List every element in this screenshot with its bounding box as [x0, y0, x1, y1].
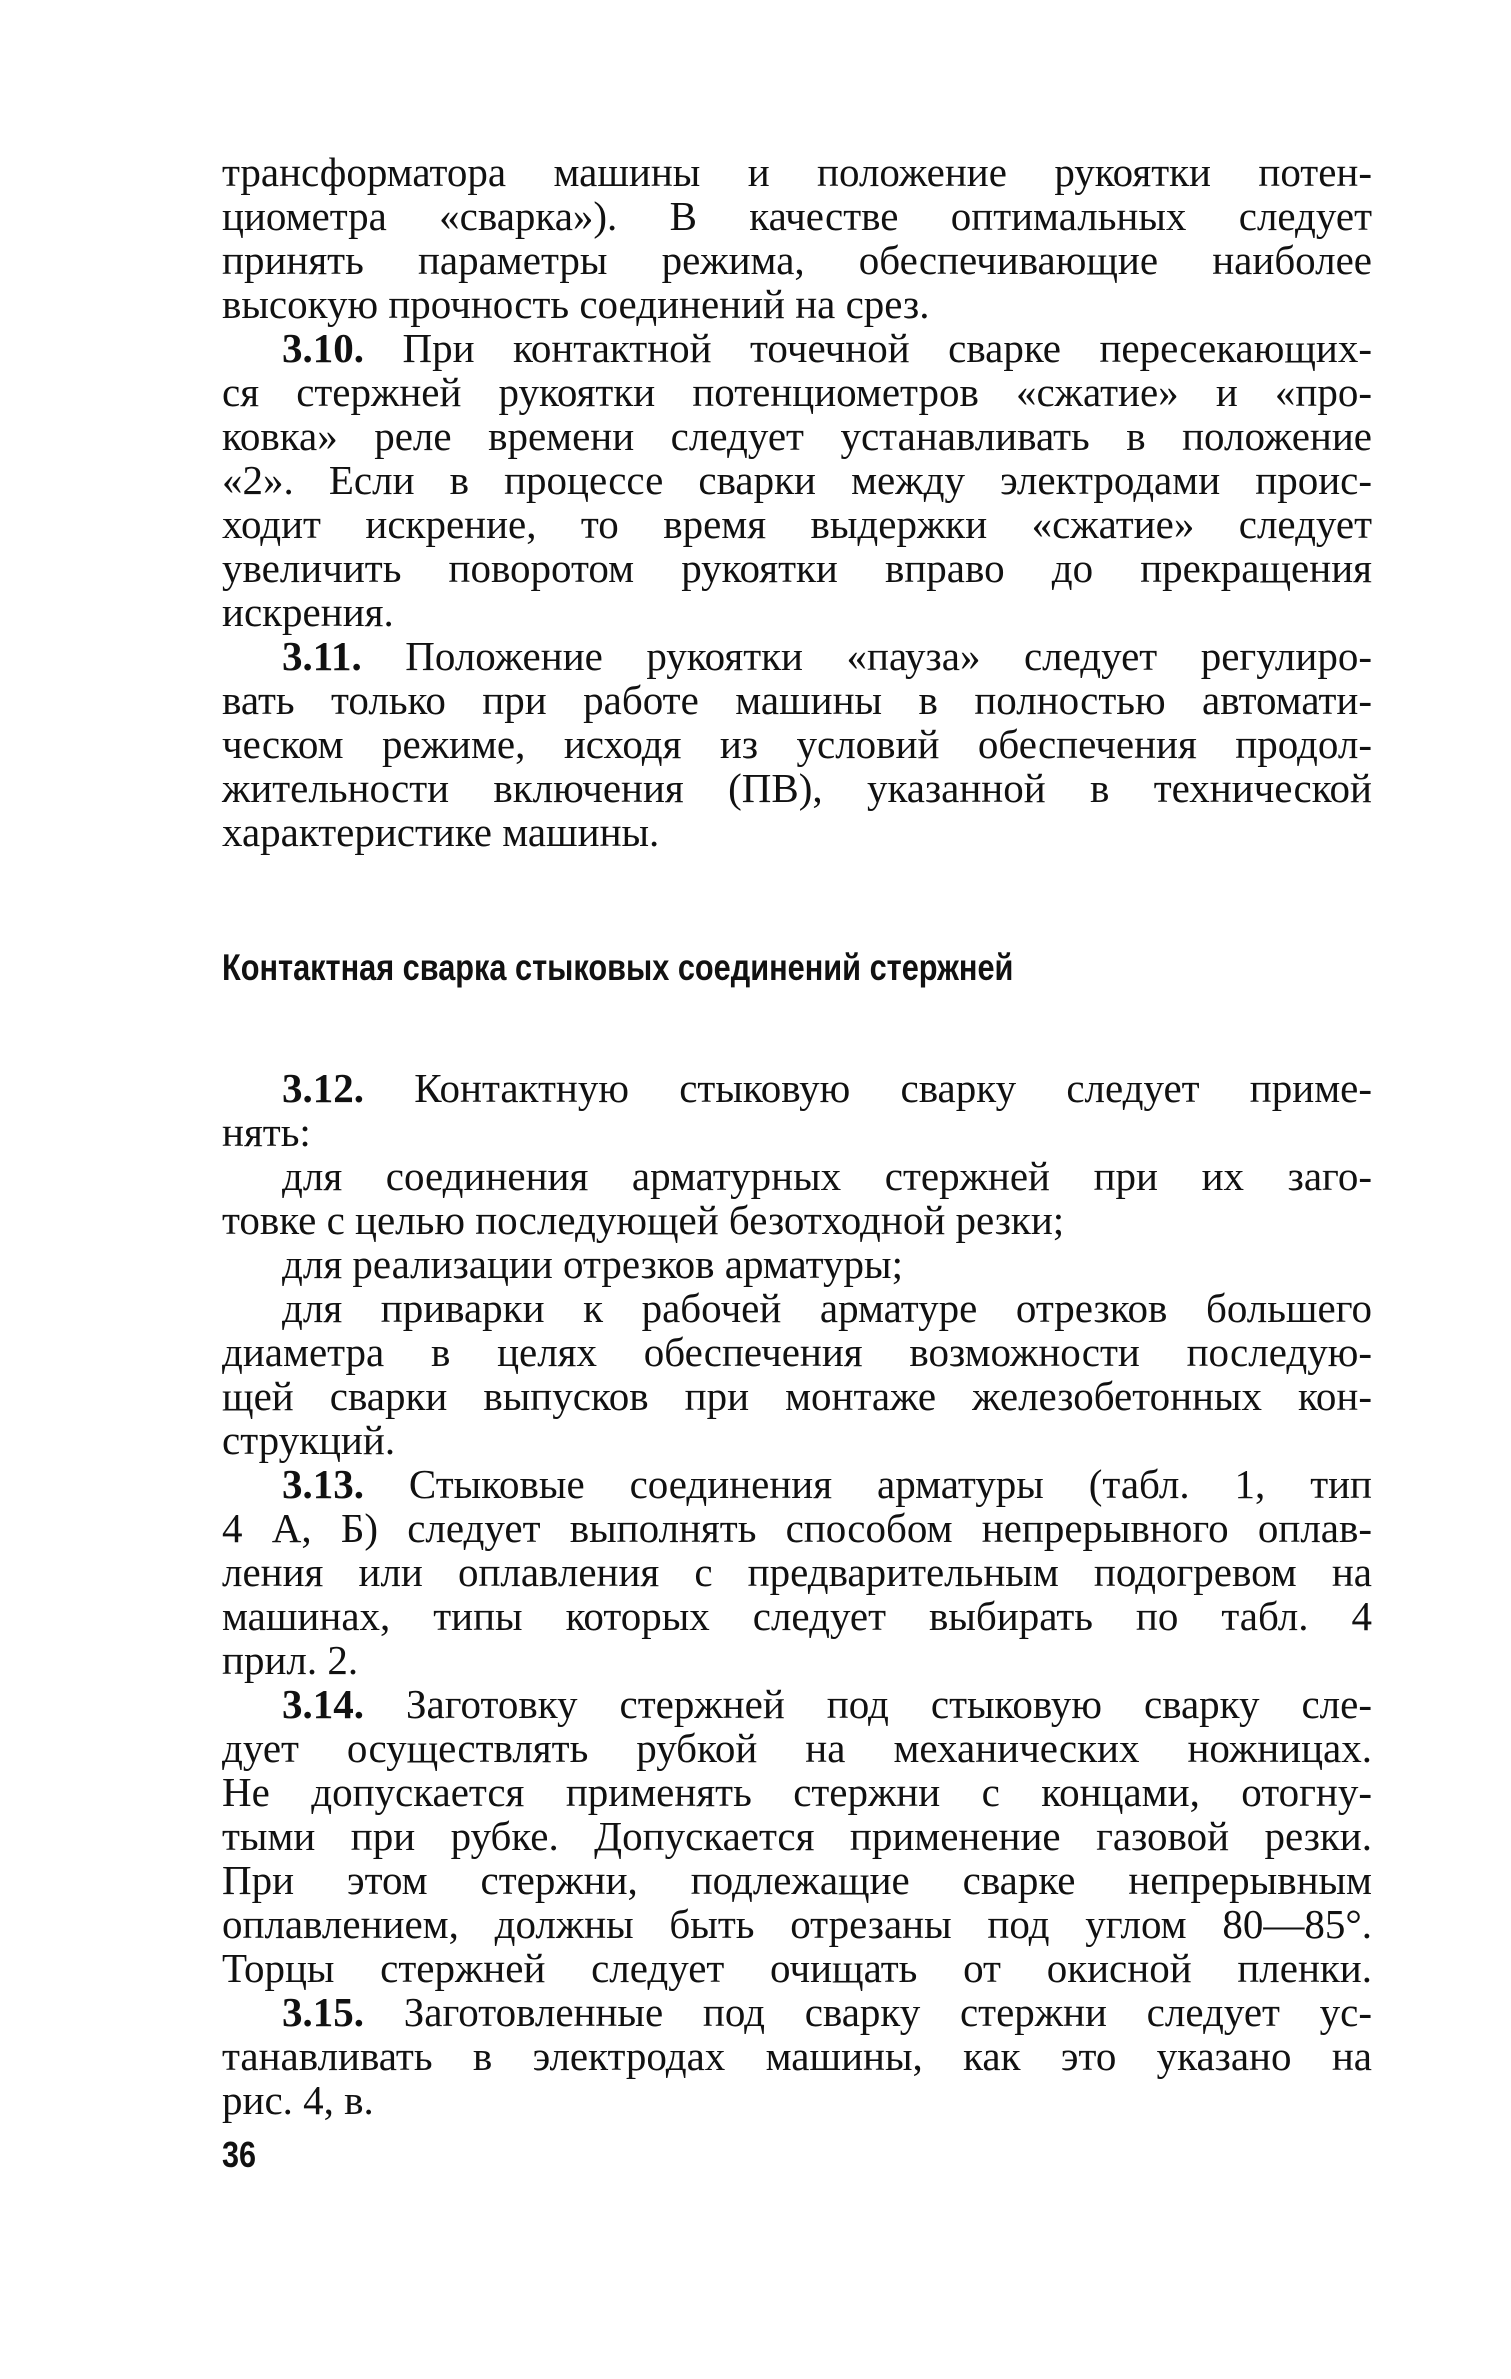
text-line: ления или оплавления с предварительным подогревом на [222, 1549, 1372, 1595]
text-line: искрения. [222, 589, 394, 635]
text-line: щей сварки выпусков при монтаже железобетонных кон- [222, 1373, 1372, 1419]
text-line: тыми при рубке. Допускается применение газовой резки. [222, 1813, 1372, 1859]
paragraph-number: 3.10. [282, 325, 364, 371]
paragraph-number: 3.11. [282, 633, 362, 679]
text-run: Заготовленные под сварку стержни следует ус- [364, 1989, 1372, 2035]
text-line: трансформатора машины и положение рукоятки потен- [222, 149, 1372, 195]
text-line: диаметра в целях обеспечения возможности последую- [222, 1329, 1372, 1375]
text-line: ся стержней рукоятки потенциометров «сжатие» и «про- [222, 369, 1372, 415]
text-line: танавливать в электродах машины, как это указано на [222, 2033, 1372, 2079]
page-number: 36 [222, 2134, 257, 2175]
text-line: струкций. [222, 1417, 396, 1463]
paragraph-number: 3.15. [282, 1989, 364, 2035]
text-run: Заготовку стержней под стыковую сварку сле- [364, 1681, 1372, 1727]
list-item [222, 1286, 1372, 1462]
paragraph-first-line [222, 1990, 1372, 2034]
text-line: «2». Если в процессе сварки между электродами проис- [222, 457, 1372, 503]
text-line: ковка» реле времени следует устанавливать в положение [222, 413, 1372, 459]
paragraph-first-line [222, 1066, 1372, 1110]
paragraph-3-10 [222, 326, 1372, 634]
paragraph-number: 3.14. [282, 1681, 364, 1727]
text-line: увеличить поворотом рукоятки вправо до прекращения [222, 545, 1372, 591]
paragraph-number: 3.12. [282, 1065, 364, 1111]
paragraph-3-13 [222, 1462, 1372, 1682]
paragraph-number: 3.13. [282, 1461, 364, 1507]
list-item [222, 1154, 1372, 1242]
text-run: Положение рукоятки «пауза» следует регулиро- [361, 633, 1372, 679]
text-line: Торцы стержней следует очищать от окисной пленки. [222, 1945, 1372, 1991]
text-line: прил. 2. [222, 1637, 359, 1683]
text-run: При контактной точечной сварке пересекающих- [364, 325, 1372, 371]
paragraph-first-line [222, 1462, 1372, 1506]
text-line: оплавлением, должны быть отрезаны под углом 80—85°. [222, 1901, 1372, 1947]
text-line: ческом режиме, исходя из условий обеспечения продол- [222, 721, 1372, 767]
text-line: жительности включения (ПВ), указанной в технической [222, 765, 1372, 811]
text-line: циометра «сварка»). В качестве оптимальных следует [222, 193, 1372, 239]
paragraph-first-line [222, 634, 1372, 678]
text-line: товке с целью последующей безотходной резки; [222, 1197, 1065, 1243]
paragraph-3-15 [222, 1990, 1372, 2122]
text-line: для приварки к рабочей арматуре отрезков большего [282, 1285, 1372, 1331]
text-line: нять: [222, 1109, 311, 1155]
text-run: Контактную стыковую сварку следует приме- [364, 1065, 1372, 1111]
text-line: высокую прочность соединений на срез. [222, 281, 930, 327]
text-line: ходит искрение, то время выдержки «сжатие» следует [222, 501, 1372, 547]
text-run: Стыковые соединения арматуры (табл. 1, тип [364, 1461, 1372, 1507]
text-line: для соединения арматурных стержней при их заго- [282, 1153, 1372, 1199]
text-line: характеристике машины. [222, 809, 660, 855]
text-line: вать только при работе машины в полностью автомати- [222, 677, 1372, 723]
list-item [222, 1242, 1372, 1286]
paragraph-3-11 [222, 634, 1372, 854]
paragraph-3-12 [222, 1066, 1372, 1462]
text-line: рис. 4, в. [222, 2077, 374, 2123]
section-heading: Контактная сварка стыковых соединений стержней [222, 947, 1014, 988]
paragraph-first-line [222, 1682, 1372, 1726]
text-line: принять параметры режима, обеспечивающие наиболее [222, 237, 1372, 283]
text-line: 4 А, Б) следует выполнять способом непрерывного оплав- [222, 1505, 1372, 1551]
paragraph-3-14 [222, 1682, 1372, 1990]
paragraph-3-9-tail [222, 150, 1372, 326]
text-line: Не допускается применять стержни с концами, отогну- [222, 1769, 1372, 1815]
text-line: дует осуществлять рубкой на механических ножницах. [222, 1725, 1372, 1771]
text-line: При этом стержни, подлежащие сварке непрерывным [222, 1857, 1372, 1903]
text-line: машинах, типы которых следует выбирать по табл. 4 [222, 1593, 1372, 1639]
page-content [222, 150, 1372, 2122]
text-line: для реализации отрезков арматуры; [282, 1241, 903, 1287]
paragraph-first-line [222, 326, 1372, 370]
